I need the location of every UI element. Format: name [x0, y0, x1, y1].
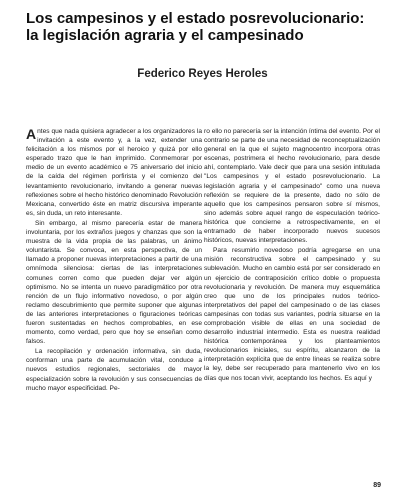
paragraph: ro ello no parecería ser la intención íntima del evento. Por el contrario se parte de una necesidad de reconceptualización general en la que el sujeto magnocentro incorpora otras escenas, postrimera el hecho revolucionario, para desde ahí, contemplarlo. Vale decir que para una sesión intitulada "Los campesinos y el estado posrevolucionario. La legislación agraria y el campesinado" como una nueva reflexión se requiere de la presente, dado no sólo de aquello que los campesinos pensaron sobre sí mismos, sino además sobre aquel rango de especulación teórico-histórica que concierne a retrospectivamente, en el entramado de haber incorporado nuevos sucesos históricos, nuevas interpretaciones.: [204, 128, 380, 245]
paragraph: Sin embargo, al mismo parecería estar de manera involuntaria, por los extraños juegos y chanzas que son la muestra de la vida propia de las palabras, un ánimo voluntarista. Se convoca, en esta perspectiva, de un llamado a proponer nuevas interpretaciones a partir de una omnímoda silenciosa: ciertas de las interpretaciones comunes corren como que pueden dejar ver algún optimismo. No se intenta un nuevo paradigmático por otra rención de un flujo informativo novedoso, o por algún reclamo descubrimiento que permite suponer que algunas de las anteriores interpretaciones o figuraciones teóricas fueron sustentadas en hechos comprobables, en ese momento, como verdad, pero que hoy se enseñan como falsos.: [26, 219, 202, 346]
article-author: Federico Reyes Heroles: [137, 68, 268, 80]
article-title: [26, 10, 386, 44]
paragraph: Para resumirlo novedoso podría agregarse en una misión reconstructiva sobre el campesinado y su sublevación. Mucho en cambio está por ser considerado en un ejercicio de contraposición crítico doble o propuesta revolucionaria y revolución. De manera muy esquemática creo que uno de los principales nudos teórico-interpretativos del papel del campesinado o de las clases campesinas con todas sus variantes, podría situarse en la comprobación visible de ellas en una sociedad de desarrollo industrial intermedio. Esta es nuestra realidad histórica contemporánea y los planteamientos revolucionarios iniciales, su espíritu, alcanzaron de la interpretación explícita que de entre líneas se realiza sobre la ley, debe ser recuperado para mantenerlo vivo en los días que nos tocan vivir, aceptando los hechos. Es aquí y: [204, 247, 380, 382]
article-title-line-1: Los campesinos y el estado posrevolucionario:: [26, 10, 365, 27]
paragraph: La recopilación y ordenación informativa, sin duda, conforman una parte de acumulación vital, conduce a nuevos estudios regionales, sectoriales de mayor especialización sobre la revolución y sus consecuencias de mucho mayor especificidad. Pe-: [26, 348, 202, 392]
article-title-line-2: la legislación agraria y el campesinado: [26, 27, 304, 44]
paragraph-text: ntes que nada quisiera agradecer a los organizadores la invitación a este evento y, a la vez, extender una felicitación a los mismos por el heroico y quizá por ello esperado trazo que le han imprimido. Conmemorar por medio de un evento académico e 75 aniversario del inicio de la caída del régimen porfirista y el comienzo del levantamiento revolucionario, invitando a generar nuevas reflexiones sobre el hecho histórico denominado Revolución Mexicana, convertido éste en matriz discursiva imperante es, sin duda, un reto interesante.: [26, 128, 202, 217]
paragraph: [26, 127, 202, 218]
left-text-column: [26, 127, 202, 393]
page-number: 89: [373, 482, 381, 489]
drop-cap: A: [26, 126, 37, 142]
right-text-column: [204, 127, 380, 383]
